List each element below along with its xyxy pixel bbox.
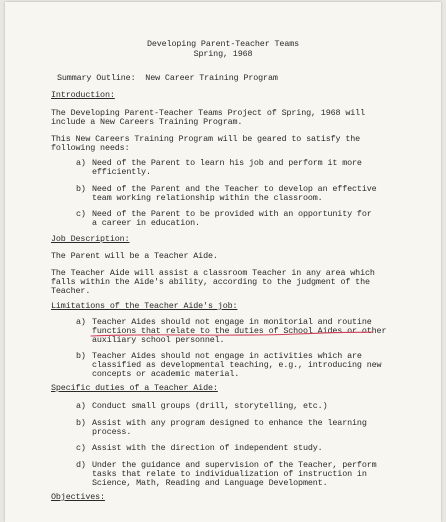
objectives-heading: Objectives: xyxy=(51,492,105,502)
limitation-a-line1: Teacher Aides should not engage in monitorial and routine xyxy=(92,317,372,327)
document-title: Developing Parent-Teacher Teams xyxy=(146,39,300,49)
limitation-b-line2: classified as developmental teaching, e.g., introducing new xyxy=(92,360,382,370)
need-b-label: b) xyxy=(76,184,86,194)
introduction-heading: Introduction: xyxy=(51,90,115,100)
limitation-b-label: b) xyxy=(76,351,86,361)
limitation-b-line3: concepts or academic material. xyxy=(92,369,240,379)
job-para1: The Parent will be a Teacher Aide. xyxy=(51,251,218,261)
intro-para2-line1: This New Careers Training Program will be geared to satisfy the xyxy=(51,134,361,144)
limitation-a-line3: auxiliary school personnel. xyxy=(92,335,225,345)
need-c-line2: a career in education. xyxy=(92,218,200,228)
job-para2-line3: Teacher. xyxy=(51,286,91,296)
intro-para1-line2: include a New Careers Training Program. xyxy=(51,117,243,127)
document-page xyxy=(5,2,441,522)
duty-d-line1: Under the guidance and supervision of the Teacher, perform xyxy=(92,460,377,470)
intro-para2-line2: following needs: xyxy=(51,143,130,153)
limitation-a-label: a) xyxy=(76,317,86,327)
document-subtitle: Spring, 1968 xyxy=(193,49,253,59)
summary-outline: Summary Outline: New Career Training Program xyxy=(57,73,278,83)
need-b-line1: Need of the Parent and the Teacher to develop an effective xyxy=(92,184,377,194)
need-a-line1: Need of the Parent to learn his job and perform it more xyxy=(92,158,362,168)
need-b-line2: team working relationship within the classroom. xyxy=(92,193,323,203)
handwritten-underline xyxy=(87,328,377,340)
need-c-line1: Need of the Parent to be provided with an opportunity for xyxy=(92,209,372,219)
job-para2-line2: falls within the Aide's ability, according to the judgment of the xyxy=(51,277,370,287)
duty-d-line3: Science, Math, Reading and Language Development. xyxy=(92,478,328,488)
need-a-label: a) xyxy=(76,158,86,168)
specific-duties-heading: Specific duties of a Teacher Aide: xyxy=(51,383,218,393)
intro-para1-line1: The Developing Parent-Teacher Teams Project of Spring, 1968 will xyxy=(51,108,365,118)
duty-b-line1: Assist with any program designed to enhance the learning xyxy=(92,418,367,428)
duty-d-label: d) xyxy=(76,460,86,470)
limitation-b-line1: Teacher Aides should not engage in activities which are xyxy=(92,351,362,361)
job-description-heading: Job Description: xyxy=(51,234,130,244)
limitations-heading: Limitations of the Teacher Aide's job: xyxy=(51,301,238,311)
limitation-a-line2: functions that relate to the duties of School Aides or other xyxy=(92,326,387,336)
duty-c-label: c) xyxy=(76,443,86,453)
need-c-label: c) xyxy=(76,209,86,219)
duty-a-label: a) xyxy=(76,401,86,411)
duty-d-line2: tasks that relate to individualization of instruction in xyxy=(92,469,367,479)
job-para2-line1: The Teacher Aide will assist a classroom Teacher in any area which xyxy=(51,268,375,278)
duty-b-label: b) xyxy=(76,418,86,428)
duty-b-line2: process. xyxy=(92,427,132,437)
duty-c-line1: Assist with the direction of independent study. xyxy=(92,443,323,453)
need-a-line2: efficiently. xyxy=(92,167,151,177)
duty-a-line1: Conduct small groups (drill, storytelling, etc.) xyxy=(92,401,328,411)
